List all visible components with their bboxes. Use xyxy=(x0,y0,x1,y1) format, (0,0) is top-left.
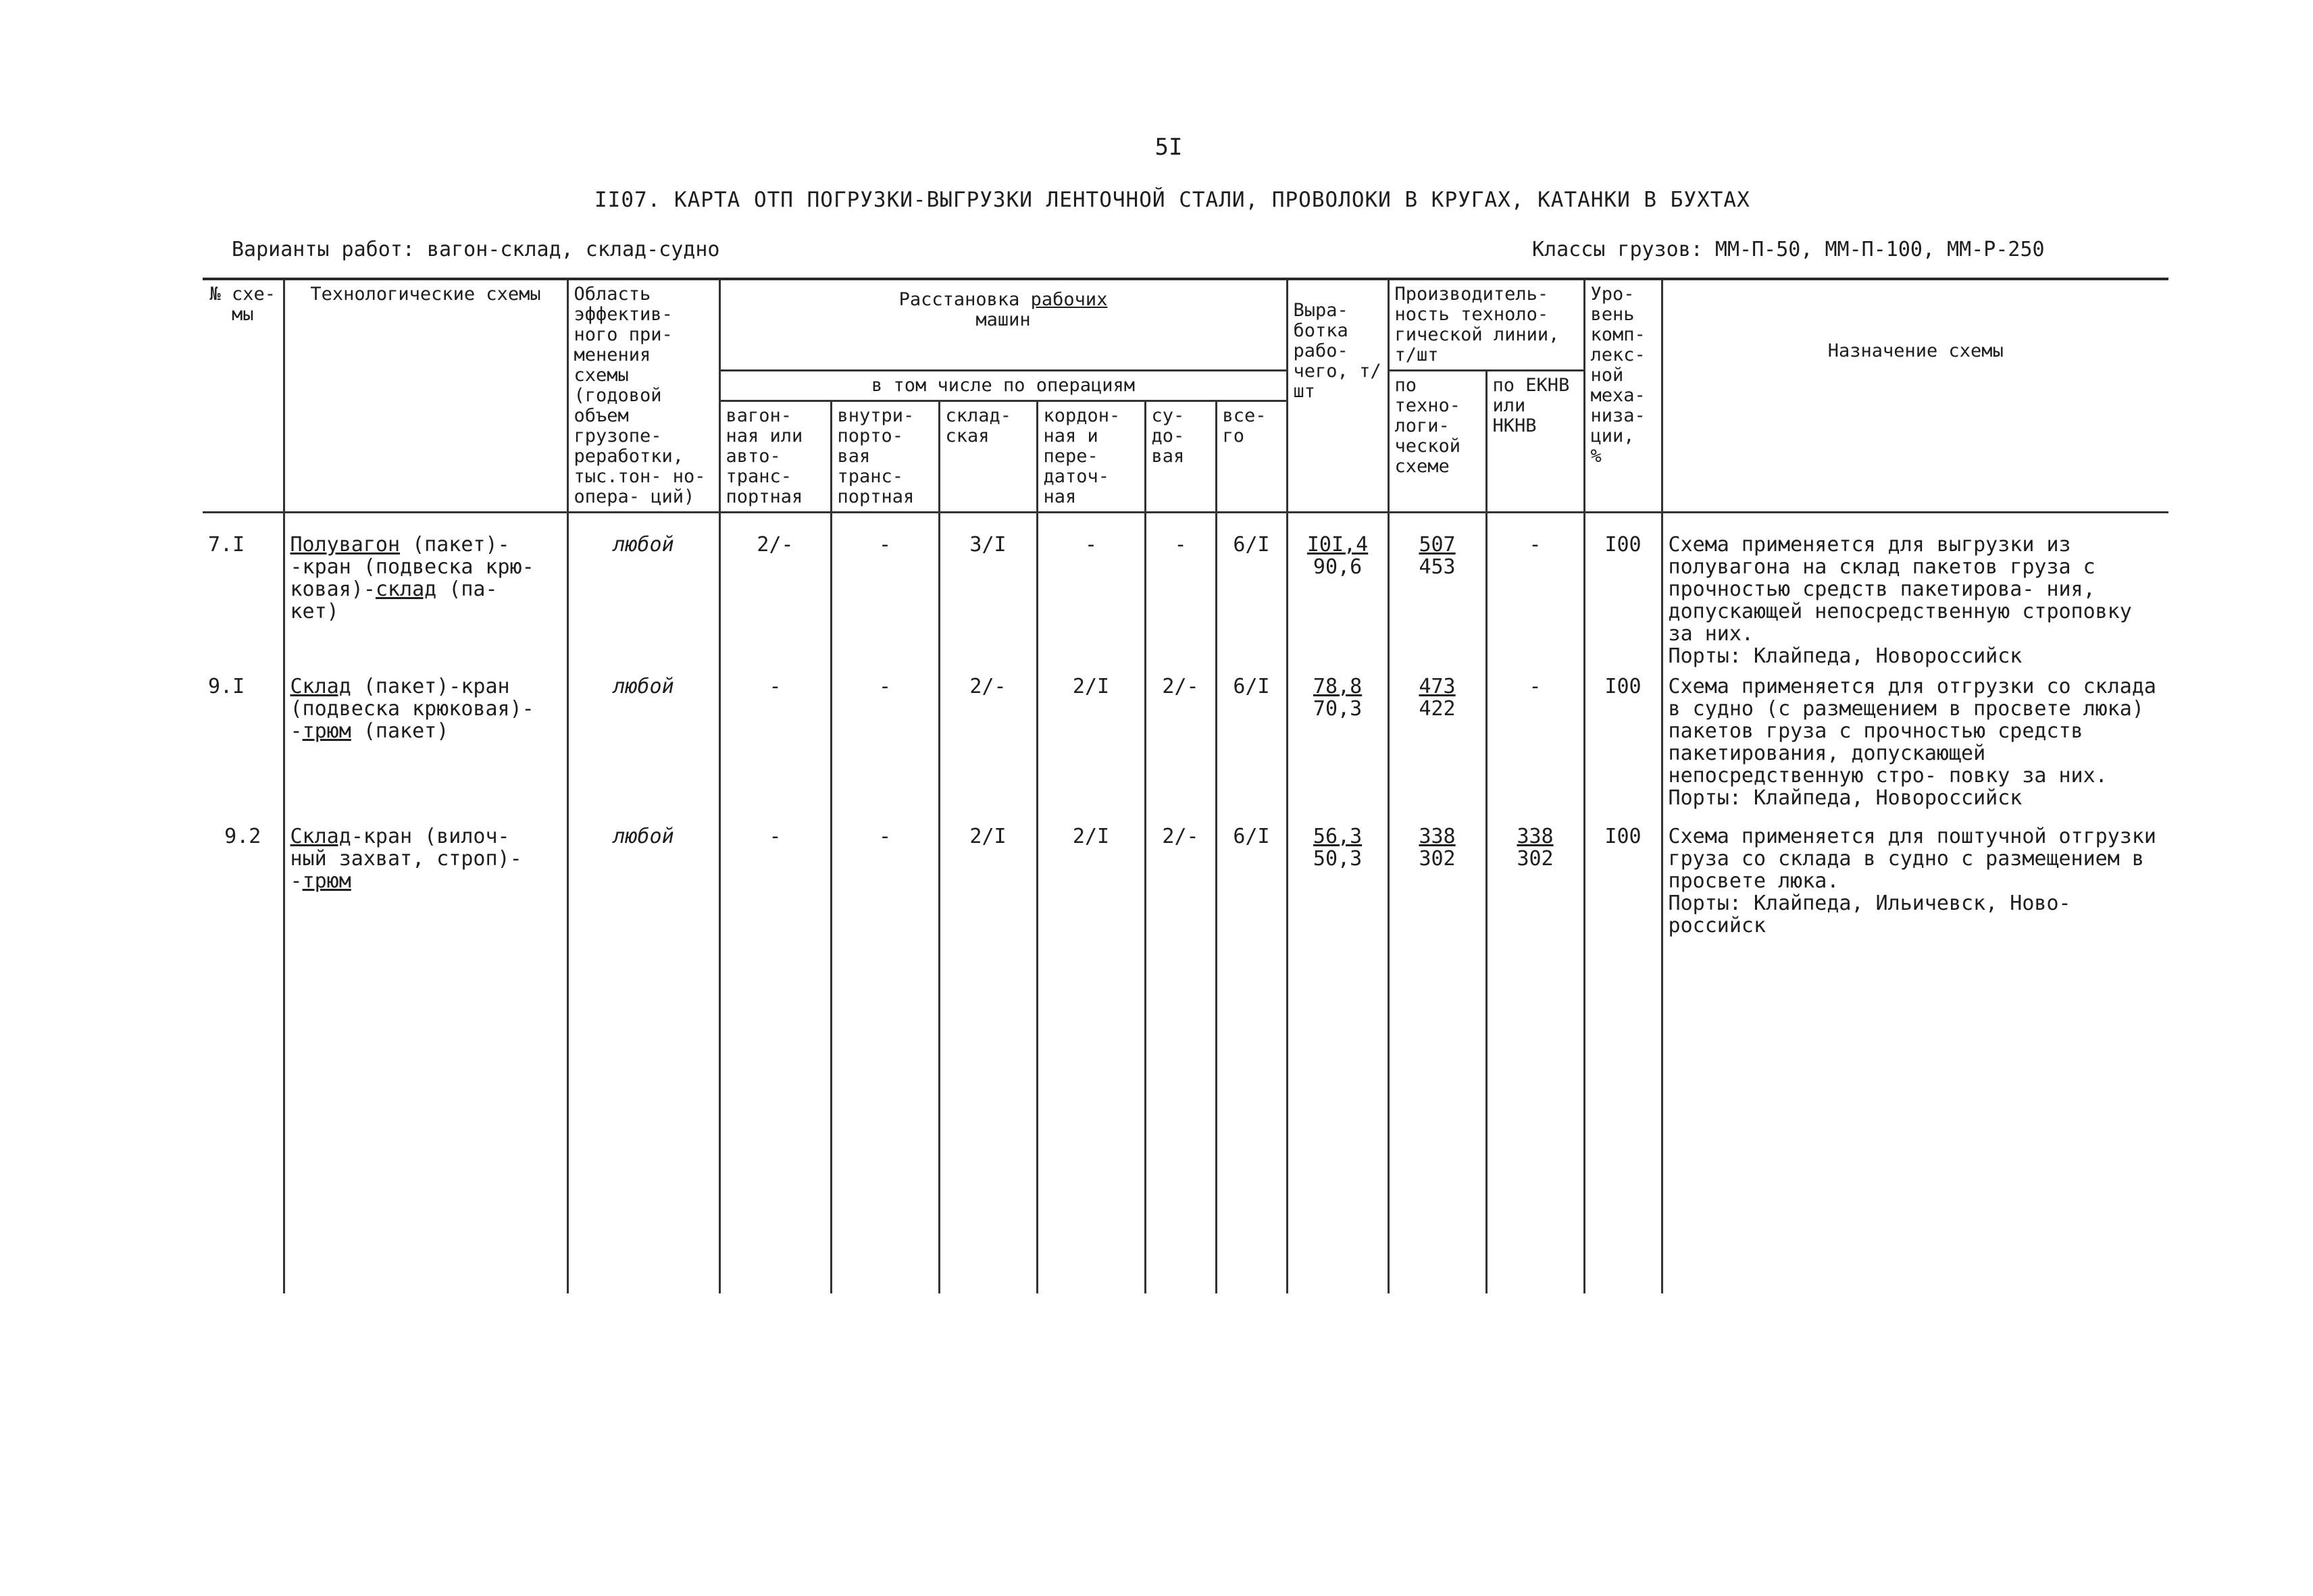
scheme-purpose xyxy=(1662,513,2168,672)
scheme-part: кет) xyxy=(290,600,339,623)
output-values xyxy=(1287,821,1388,948)
prod-scheme-top: 507 xyxy=(1419,533,1456,557)
table-row xyxy=(203,821,2168,948)
prod-scheme-bottom: 453 xyxy=(1419,555,1456,579)
prod-scheme-values xyxy=(1388,671,1486,821)
output-top: 56,3 xyxy=(1313,825,1363,848)
scheme-part: ковая)- xyxy=(290,577,376,601)
header-placement-machines: машин xyxy=(975,309,1031,330)
op-total-value: 6/I xyxy=(1216,671,1287,821)
prod-scheme-values xyxy=(1388,513,1486,672)
op-intraport-value: - xyxy=(831,821,939,948)
prod-ekniv-values xyxy=(1486,821,1584,948)
op-warehouse-value: 2/- xyxy=(939,671,1037,821)
header-op-warehouse: склад- ская xyxy=(939,401,1037,513)
prod-ekniv-bottom: 302 xyxy=(1517,847,1554,871)
prod-scheme-bottom: 302 xyxy=(1419,847,1456,871)
scheme-part: -кран (подвеска крю- xyxy=(290,555,534,579)
header-line-productivity: Производитель- ность техноло- гической линии, т/шт xyxy=(1388,279,1584,371)
purpose-text: Схема применяется для выгрузки из полувагона на склад пакетов груза с прочностью средств пакетирова- ния, допускающей непосредственную строповку за них. xyxy=(1668,533,2132,646)
header-application-area: Область эффектив- ного при- менения схемы (годовой объем грузопе- реработки, тыс.тон- но-опера- ций) xyxy=(567,279,719,513)
application-area: любой xyxy=(567,671,719,821)
op-wagon-value: 2/- xyxy=(719,513,831,672)
header-placement-workers: рабочих xyxy=(1030,289,1108,310)
table-filler-row xyxy=(203,948,2168,1293)
scheme-part: Склад xyxy=(290,675,351,698)
prod-ekniv-top: - xyxy=(1529,533,1542,557)
purpose-ports: Порты: Клайпеда, Новороссийск xyxy=(1668,786,2023,810)
scheme-part: трюм xyxy=(302,869,351,893)
header-op-wagon: вагон- ная или авто- транс- портная xyxy=(719,401,831,513)
prod-ekniv-values xyxy=(1486,671,1584,821)
scheme-part: Полувагон xyxy=(290,533,401,557)
op-wagon-value: - xyxy=(719,821,831,948)
scheme-part: Склад xyxy=(290,825,351,848)
technology-table xyxy=(203,278,2168,1293)
purpose-ports: Порты: Клайпеда, Новороссийск xyxy=(1668,644,2023,668)
header-technological-schemes: Технологические схемы xyxy=(284,279,567,513)
scheme-part: склад xyxy=(375,577,437,601)
output-top: 78,8 xyxy=(1313,675,1363,698)
cargo-classes: Классы грузов: ММ-П-50, ММ-П-100, ММ-Р-250 xyxy=(1532,238,2045,261)
op-total-value: 6/I xyxy=(1216,513,1287,672)
op-intraport-value: - xyxy=(831,513,939,672)
mechanization-value: I00 xyxy=(1584,821,1662,948)
purpose-text: Схема применяется для поштучной отгрузки груза со склада в судно с размещением в просвете люка. xyxy=(1668,825,2156,893)
table-row xyxy=(203,513,2168,672)
output-bottom: 90,6 xyxy=(1313,555,1363,579)
application-area: любой xyxy=(567,513,719,672)
scheme-part: - xyxy=(290,869,303,893)
scheme-part: (подвеска крюковая)- xyxy=(290,697,534,721)
mechanization-value: I00 xyxy=(1584,671,1662,821)
header-by-tech-scheme: по техно- логи- ческой схеме xyxy=(1388,371,1486,513)
scheme-part: (пакет)- xyxy=(400,533,510,557)
prod-scheme-top: 338 xyxy=(1419,825,1456,848)
op-ship-value: 2/- xyxy=(1145,671,1216,821)
output-bottom: 70,3 xyxy=(1313,697,1363,721)
op-wagon-value: - xyxy=(719,671,831,821)
mechanization-value: I00 xyxy=(1584,513,1662,672)
output-bottom: 50,3 xyxy=(1313,847,1363,871)
scheme-number: 9.2 xyxy=(203,821,284,948)
scheme-number: 7.I xyxy=(203,513,284,672)
output-values xyxy=(1287,671,1388,821)
purpose-text: Схема применяется для отгрузки со склада в судно (с размещением в просвете люка) пакетов груза с прочностью средств пакетирования, допускающей непосредственную стро- повку за них. xyxy=(1668,675,2156,788)
scheme-part: (пакет) xyxy=(351,719,449,743)
purpose-ports: Порты: Клайпеда, Ильичевск, Ново- российск xyxy=(1668,892,2071,937)
op-total-value: 6/I xyxy=(1216,821,1287,948)
scheme-part: ный захват, строп)- xyxy=(290,847,522,871)
application-area: любой xyxy=(567,821,719,948)
scheme-part: - xyxy=(290,719,303,743)
scheme-part: -кран (вилоч- xyxy=(351,825,510,848)
op-ship-value: 2/- xyxy=(1145,821,1216,948)
output-values xyxy=(1287,513,1388,672)
scheme-description xyxy=(284,821,567,948)
header-output-per-worker: Выра- ботка рабо- чего, т/шт xyxy=(1287,279,1388,513)
header-op-total: все- го xyxy=(1216,401,1287,513)
header-by-ekniv: по ЕКНВ или НКНВ xyxy=(1486,371,1584,513)
scheme-part: трюм xyxy=(302,719,351,743)
page-number: 5I xyxy=(1154,134,1183,161)
header-mechanization-level: Уро- вень комп- лекс- ной меха- низа- ции, % xyxy=(1584,279,1662,513)
op-cordon-value: - xyxy=(1037,513,1145,672)
scheme-description xyxy=(284,513,567,672)
prod-ekniv-top: - xyxy=(1529,675,1542,698)
scheme-purpose xyxy=(1662,671,2168,821)
header-placement-prefix: Расстановка xyxy=(898,289,1031,310)
header-op-intraport: внутри- порто- вая транс- портная xyxy=(831,401,939,513)
scheme-part: (пакет)-кран xyxy=(351,675,510,698)
header-op-ship: су- до- вая xyxy=(1145,401,1216,513)
header-scheme-number: № схе- мы xyxy=(203,279,284,513)
prod-ekniv-values xyxy=(1486,513,1584,672)
header-op-cordon: кордон- ная и пере- даточ- ная xyxy=(1037,401,1145,513)
scheme-purpose xyxy=(1662,821,2168,948)
header-scheme-purpose: Назначение схемы xyxy=(1662,279,2168,513)
document-title: II07. КАРТА ОТП ПОГРУЗКИ-ВЫГРУЗКИ ЛЕНТОЧНОЙ СТАЛИ, ПРОВОЛОКИ В КРУГАХ, КАТАНКИ В БУХТАХ xyxy=(594,188,1750,212)
op-cordon-value: 2/I xyxy=(1037,671,1145,821)
op-warehouse-value: 2/I xyxy=(939,821,1037,948)
prod-scheme-bottom: 422 xyxy=(1419,697,1456,721)
op-ship-value: - xyxy=(1145,513,1216,672)
scheme-part: (па- xyxy=(436,577,498,601)
output-top: I0I,4 xyxy=(1306,533,1369,557)
scheme-description xyxy=(284,671,567,821)
prod-ekniv-top: 338 xyxy=(1517,825,1554,848)
header-including-operations: в том числе по операциям xyxy=(719,371,1287,401)
op-cordon-value: 2/I xyxy=(1037,821,1145,948)
op-intraport-value: - xyxy=(831,671,939,821)
op-warehouse-value: 3/I xyxy=(939,513,1037,672)
prod-scheme-values xyxy=(1388,821,1486,948)
table-row xyxy=(203,671,2168,821)
prod-scheme-top: 473 xyxy=(1419,675,1456,698)
header-worker-placement xyxy=(719,279,1287,371)
scheme-number: 9.I xyxy=(203,671,284,821)
work-variants: Варианты работ: вагон-склад, склад-судно xyxy=(232,238,720,261)
